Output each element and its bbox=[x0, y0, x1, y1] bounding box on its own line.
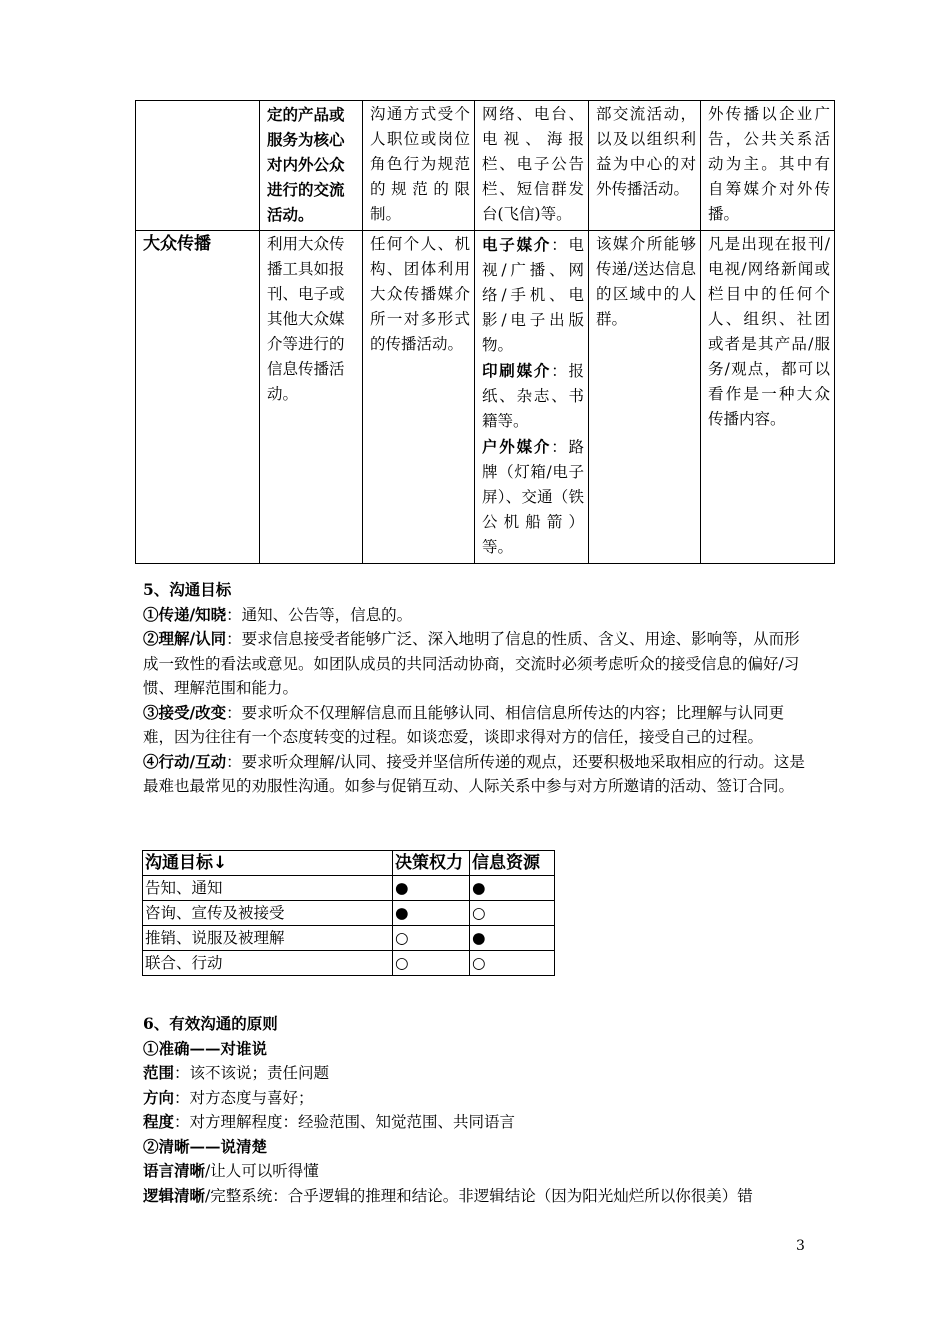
page-number: 3 bbox=[796, 1238, 805, 1254]
paragraph bbox=[143, 603, 815, 628]
column-header: 决策权力 bbox=[393, 851, 470, 876]
paragraph bbox=[143, 701, 815, 750]
sub-heading: ①准确——对谁说 bbox=[143, 1038, 268, 1058]
paragraph bbox=[143, 1159, 815, 1184]
table-cell: 任何个人、机构、团体利用大众传播媒介所一对多形式的传播活动。 bbox=[363, 231, 475, 564]
section-effective-communication bbox=[143, 1012, 815, 1208]
power-cell: ● bbox=[393, 876, 470, 901]
section-heading: 5、沟通目标 bbox=[143, 580, 232, 599]
table-cell: 凡是出现在报刊/电视/网络新闻或栏目中的任何个人、组织、社团或者是其产品/服务/观点，都可以看作是一种大众传播内容。 bbox=[701, 231, 835, 564]
table-row bbox=[143, 926, 555, 951]
paragraph bbox=[143, 1110, 815, 1135]
section-heading: 6、有效沟通的原则 bbox=[143, 1014, 278, 1033]
table-cell: 定的产品或服务为核心对内外公众进行的交流活动。 bbox=[260, 101, 363, 231]
info-cell: ● bbox=[470, 926, 555, 951]
table-row bbox=[143, 951, 555, 976]
column-header: 信息资源 bbox=[470, 851, 555, 876]
paragraph bbox=[143, 1184, 815, 1209]
table-cell: 网络、电台、电视、海报栏、电子公告栏、短信群发台(飞信)等。 bbox=[475, 101, 589, 231]
item-label: 逻辑清晰 bbox=[143, 1185, 206, 1205]
paragraph bbox=[143, 1061, 815, 1086]
section-communication-goals bbox=[143, 578, 815, 799]
goal-cell: 联合、行动 bbox=[143, 951, 393, 976]
item-label: ②理解/认同 bbox=[143, 629, 227, 648]
power-cell: ○ bbox=[393, 951, 470, 976]
table-cell: 外传播以企业广告，公共关系活动为主。其中有自筹媒介对外传播。 bbox=[701, 101, 835, 231]
table-row bbox=[136, 231, 835, 564]
item-label: 语言清晰 bbox=[143, 1161, 206, 1180]
communication-types-table bbox=[135, 100, 835, 564]
item-label: 方向 bbox=[143, 1087, 175, 1107]
item-text: ：通知、公告等，信息的。 bbox=[226, 605, 413, 624]
media-text: ：电视/广播、网络/手机、电影/电子出版物。 bbox=[482, 236, 584, 354]
media-label: 电子媒介 bbox=[482, 235, 552, 254]
table-cell bbox=[136, 101, 260, 231]
table-cell bbox=[475, 231, 589, 564]
table-cell: 该媒介所能够传递/送达信息的区域中的人群。 bbox=[589, 231, 701, 564]
table-cell: 利用大众传播工具如报刊、电子或其他大众媒介等进行的信息传播活动。 bbox=[260, 231, 363, 564]
media-label: 印刷媒介 bbox=[482, 361, 552, 380]
table-cell bbox=[136, 231, 260, 564]
media-label: 户外媒介 bbox=[482, 437, 552, 456]
item-label: 程度 bbox=[143, 1112, 175, 1131]
media-text: ：路牌（灯箱/电子屏）、交通（铁公机船箭）等。 bbox=[482, 438, 584, 556]
item-text: ：该不该说；责任问题 bbox=[174, 1064, 330, 1082]
paragraph bbox=[143, 750, 815, 799]
item-text: ：要求信息接受者能够广泛、深入地明了信息的性质、含义、用途、影响等，从而形成一致性的看法或意见。如团队成员的共同活动协商，交流时必须考虑听众的接受信息的偏好/习惯、理解范围和能力。 bbox=[143, 630, 800, 697]
goal-cell: 推销、说服及被理解 bbox=[143, 926, 393, 951]
table-row bbox=[143, 901, 555, 926]
item-label: ③接受/改变 bbox=[143, 702, 227, 722]
item-text: /完整系统：合乎逻辑的推理和结论。非逻辑结论（因为阳光灿烂所以你很美）错 bbox=[205, 1186, 753, 1205]
goal-matrix-table bbox=[142, 850, 555, 976]
item-text: ：要求听众理解/认同、接受并坚信所传递的观点，还要积极地采取相应的行动。这是最难也最常见的劝服性沟通。如参与促销互动、人际关系中参与对方所邀请的活动、签订合同。 bbox=[143, 752, 805, 795]
goal-cell: 咨询、宣传及被接受 bbox=[143, 901, 393, 926]
item-text: /让人可以听得懂 bbox=[205, 1162, 319, 1180]
media-text: ：报纸、杂志、书籍等。 bbox=[482, 362, 584, 430]
info-cell: ○ bbox=[470, 901, 555, 926]
item-label: ①传递/知晓 bbox=[143, 604, 227, 624]
item-label: 范围 bbox=[143, 1063, 175, 1082]
info-cell: ○ bbox=[470, 951, 555, 976]
paragraph bbox=[143, 1086, 815, 1111]
item-label: ④行动/互动 bbox=[143, 751, 227, 771]
table-cell: 部交流活动，以及以组织利益为中心的对外传播活动。 bbox=[589, 101, 701, 231]
table-row bbox=[143, 876, 555, 901]
goal-cell: 告知、通知 bbox=[143, 876, 393, 901]
column-header: 沟通目标↓ bbox=[143, 851, 393, 876]
table-cell: 沟通方式受个人职位或岗位角色行为规范的规范的限制。 bbox=[363, 101, 475, 231]
row-label: 大众传播 bbox=[143, 234, 211, 254]
power-cell: ● bbox=[393, 901, 470, 926]
table-row bbox=[136, 101, 835, 231]
sub-heading: ②清晰——说清楚 bbox=[143, 1136, 268, 1156]
info-cell: ● bbox=[470, 876, 555, 901]
item-text: ：对方态度与喜好； bbox=[174, 1088, 314, 1107]
paragraph bbox=[143, 627, 815, 701]
item-text: ：要求听众不仅理解信息而且能够认同、相信信息所传达的内容；比理解与认同更难，因为往往有一个态度转变的过程。如谈恋爱，谈即求得对方的信任，接受自己的过程。 bbox=[143, 703, 785, 746]
item-text: ：对方理解程度：经验范围、知觉范围、共同语言 bbox=[174, 1113, 516, 1131]
power-cell: ○ bbox=[393, 926, 470, 951]
table-header-row bbox=[143, 851, 555, 876]
